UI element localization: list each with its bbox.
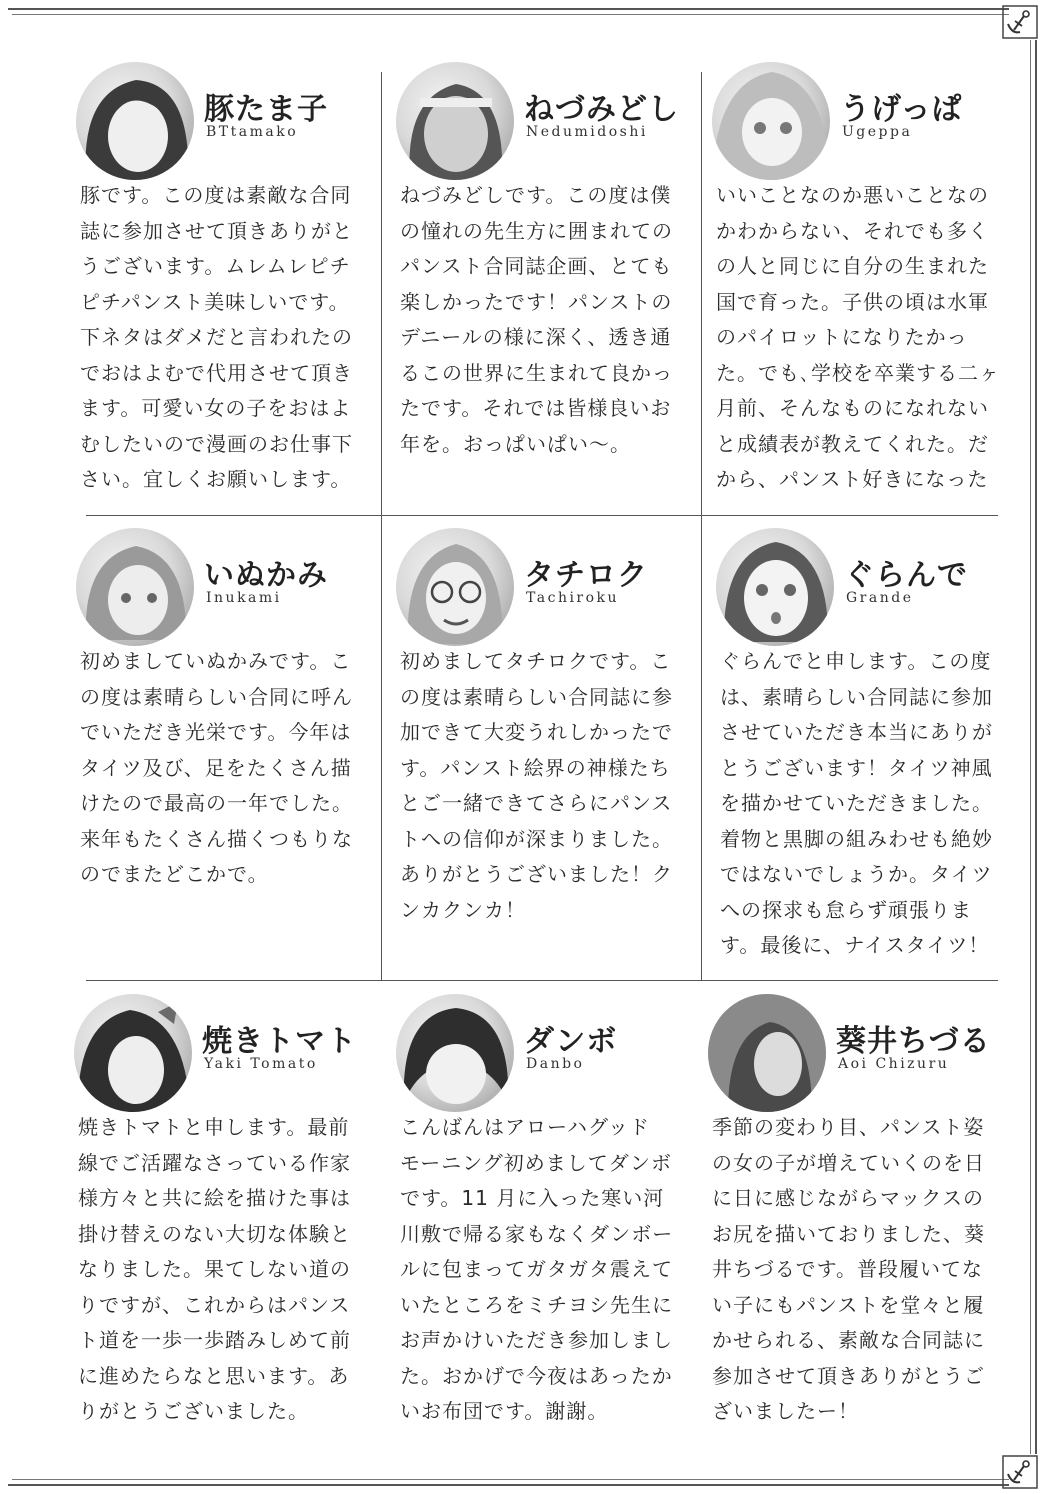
column-divider-left — [381, 72, 382, 980]
message-line: こんばんはアローハグッド — [400, 1115, 650, 1139]
message-line: のでまたどこかで。 — [80, 862, 269, 886]
avatar — [396, 994, 514, 1112]
message-line: の憧れの先生方に囲まれての — [400, 218, 673, 243]
artist-romaji: Inukami — [206, 590, 282, 606]
artist-profile — [396, 528, 696, 968]
artist-romaji: Yaki Tomato — [204, 1056, 318, 1072]
artist-name: ダンボ — [524, 1024, 618, 1059]
message-line: に進めたらなと思います。あ — [78, 1363, 350, 1388]
artist-profile — [76, 528, 376, 968]
message-line: ト道を一歩一歩踏みしめて前 — [78, 1328, 351, 1352]
message-line: けたので最高の一年でした。 — [80, 791, 353, 815]
message-line: ねづみどしです。この度は僕 — [400, 183, 672, 207]
message-line: 国で育った。子供の頃は水軍 — [716, 289, 989, 314]
message-line: むしたいので漫画のお仕事下 — [80, 431, 353, 456]
message-line: から、パンスト好きになった — [716, 467, 989, 491]
message-line: い子にもパンストを堂々と履 — [712, 1292, 985, 1317]
message-line: の度は素晴らしい合同誌に参 — [400, 684, 673, 709]
message-line: トへの信仰が深まりました。 — [400, 826, 673, 851]
artist-message — [712, 1110, 1004, 1430]
message-line: りですが、これからはパンス — [78, 1292, 351, 1317]
avatar — [76, 528, 194, 646]
message-line: デニールの様に深く、透き通 — [400, 325, 672, 349]
artist-romaji: Ugeppa — [842, 124, 913, 140]
message-line: ルに包まってガタガタ震えて — [400, 1257, 673, 1281]
message-line: ぐらんでと申します。この度 — [720, 649, 992, 673]
artist-message — [400, 644, 692, 928]
message-line: 掛け替えのない大切な体験と — [78, 1221, 351, 1246]
artist-romaji: Tachiroku — [526, 590, 620, 606]
message-line: かわからない、それでも多く — [716, 218, 989, 243]
message-line: さい。宜しくお願いします。 — [80, 467, 352, 491]
message-line: た。でも､学校を卒業する二ヶ — [716, 360, 1000, 385]
message-line: るこの世界に生まれて良かっ — [400, 360, 673, 385]
message-line: 初めましていぬかみです。こ — [80, 649, 352, 673]
message-line: かせられる、素敵な合同誌に — [712, 1328, 985, 1352]
message-line: させていただき本当にありが — [720, 720, 993, 744]
message-line: お声かけいただき参加しまし — [400, 1328, 673, 1352]
message-line: です。11 月に入った寒い河 — [400, 1186, 665, 1210]
row-divider-top — [86, 515, 998, 516]
message-line: 来年もたくさん描くつもりな — [80, 826, 353, 851]
message-line: 誌に参加させて頂きありがと — [80, 218, 353, 243]
column-divider-right — [701, 72, 702, 980]
message-line: に日に感じながらマックスの — [712, 1186, 984, 1210]
artist-profile — [716, 528, 1016, 968]
message-line: 井ちづるです。普段履いてな — [712, 1257, 983, 1281]
artist-romaji: BTtamako — [206, 124, 299, 140]
message-line: とうございます！タイツ神風 — [720, 755, 993, 780]
artist-name: ねづみどし — [524, 92, 679, 127]
message-line: を描かせていただきました。 — [720, 791, 993, 815]
message-line: ざいましたー！ — [712, 1399, 859, 1423]
message-line: 参加させて頂きありがとうご — [712, 1363, 985, 1388]
message-line: いたところをミチヨシ先生に — [400, 1292, 673, 1317]
artist-message — [78, 1110, 370, 1430]
avatar — [708, 994, 826, 1112]
message-line: 川敷で帰る家もなくダンボー — [400, 1221, 674, 1246]
message-line: 下ネタはダメだと言われたの — [80, 325, 353, 349]
artist-message — [400, 178, 692, 462]
message-line: パンスト合同誌企画、とても — [400, 254, 673, 278]
avatar — [396, 62, 514, 180]
message-line: ンカクンカ！ — [400, 897, 526, 922]
artist-profile — [396, 62, 696, 502]
message-line: と成績表が教えてくれた。だ — [716, 431, 989, 456]
message-line: 月前、そんなものになれない — [716, 396, 989, 420]
artist-message — [716, 178, 1008, 498]
artist-message — [720, 644, 1012, 964]
message-line: 焼きトマトと申します。最前 — [78, 1115, 350, 1139]
artist-profile — [76, 62, 376, 502]
message-line: の人と同じに自分の生まれた — [716, 254, 989, 278]
message-line: 線でご活躍なさっている作家 — [78, 1150, 351, 1175]
message-line: ます。可愛い女の子をおはよ — [80, 396, 352, 420]
avatar — [716, 528, 834, 646]
message-line: への探求も怠らず頑張りま — [720, 897, 972, 922]
message-line: でおはよむで代用させて頂き — [80, 360, 353, 385]
side-border-inner — [1030, 40, 1031, 1454]
artist-message — [400, 1110, 692, 1430]
message-line: の女の子が増えていくのを日 — [712, 1150, 985, 1175]
artist-romaji: Grande — [846, 590, 914, 606]
artist-name: うげっぱ — [840, 92, 963, 127]
message-line: 様方々と共に絵を描けた事は — [78, 1186, 351, 1210]
message-line: りがとうございました。 — [78, 1399, 309, 1423]
message-line: お尻を描いておりました、葵 — [712, 1221, 985, 1246]
artist-profile — [708, 994, 1008, 1434]
artist-name: 豚たま子 — [204, 92, 328, 127]
message-line: いお布団です。謝謝。 — [400, 1399, 609, 1423]
row-divider-bottom — [86, 980, 998, 981]
artist-name: 焼きトマト — [202, 1024, 357, 1059]
message-line: ではないでしょうか。タイツ — [720, 862, 993, 886]
artist-name: タチロク — [524, 558, 648, 593]
message-line: 加できて大変うれしかったで — [400, 720, 673, 744]
message-line: 着物と黒脚の組みわせも絶妙 — [720, 826, 993, 851]
message-line: す。パンスト絵界の神様たち — [400, 755, 671, 780]
artist-romaji: Aoi Chizuru — [838, 1056, 950, 1072]
message-line: す。最後に、ナイスタイツ！ — [720, 933, 990, 957]
artist-romaji: Nedumidoshi — [526, 124, 648, 140]
artist-name: ぐらんで — [844, 558, 968, 593]
artist-profile — [712, 62, 1012, 502]
message-line: 季節の変わり目、パンスト姿 — [712, 1115, 985, 1139]
message-line: 豚です。この度は素敵な合同 — [80, 183, 352, 207]
artist-name: いぬかみ — [204, 558, 328, 593]
message-line: のパイロットになりたかっ — [716, 325, 968, 349]
message-line: タイツ及び、足をたくさん描 — [80, 755, 352, 780]
avatar — [74, 994, 192, 1112]
message-line: は、素晴らしい合同誌に参加 — [720, 684, 993, 709]
side-border — [1035, 40, 1037, 1454]
message-line: なりました。果てしない道の — [78, 1257, 351, 1281]
message-line: の度は素晴らしい合同に呼ん — [80, 684, 353, 709]
avatar — [712, 62, 830, 180]
message-line: たです。それでは皆様良いお — [400, 396, 672, 420]
artist-message — [80, 644, 372, 893]
message-line: ありがとうございました！ク — [400, 862, 673, 886]
artist-romaji: Danbo — [526, 1056, 585, 1072]
avatar — [76, 62, 194, 180]
message-line: た。おかげで今夜はあったか — [400, 1363, 673, 1388]
message-line: ピチパンスト美味しいです。 — [80, 289, 350, 314]
anchor-icon-bottom — [999, 1452, 1043, 1492]
message-line: とご一緒できてさらにパンス — [400, 791, 673, 815]
message-line: 初めましてタチロクです。こ — [400, 649, 672, 673]
artist-profile — [74, 994, 374, 1434]
artist-message — [80, 178, 372, 498]
message-line: 楽しかったです！パンストの — [400, 289, 673, 314]
artist-profile — [396, 994, 696, 1434]
avatar — [396, 528, 514, 646]
message-line: でいただき光栄です。今年は — [80, 720, 352, 744]
anchor-icon — [999, 2, 1043, 42]
message-line: うございます。ムレムレピチ — [80, 254, 351, 278]
message-line: モーニング初めましてダンボ — [400, 1150, 672, 1175]
message-line: いいことなのか悪いことなの — [716, 183, 989, 207]
artist-name: 葵井ちづる — [836, 1024, 991, 1059]
message-line: 年を。おっぱいぱい〜。 — [400, 431, 631, 456]
